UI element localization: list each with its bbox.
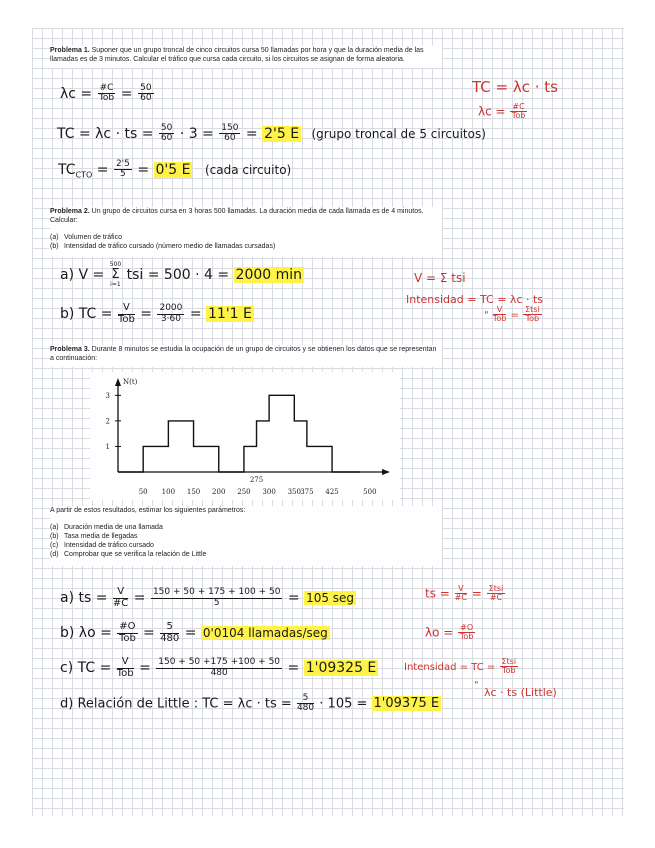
sol3-formula-ts: ts = $\frac{V}{\#C}$ = $\frac{\text{Σtsi}}{\#C}$ — [425, 584, 504, 603]
y-axis-arrow — [115, 378, 121, 386]
problem-3-title: Problema 3. — [50, 346, 90, 353]
y-tick-label: 2 — [105, 417, 110, 426]
y-tick-label: 3 — [105, 391, 110, 400]
sol1-l1-lhs: λc = — [60, 85, 93, 102]
sol2-line-a: a) V = 500 Σ i=1 tsi = 500 · 4 = 2000 min — [60, 261, 303, 288]
problem-3-option-a: (a) Duración media de una llamada — [50, 524, 163, 531]
sol3-line-d: d) Relación de Little : TC = λc · ts = $\frac{5}{480}$ · 105 = 1'09375 E — [60, 693, 440, 714]
sol3-line-b: b) λo = $\frac{\#O}{\text{Tob}}$ = $\frac{5}{480}$ = 0'0104 llamadas/seg — [60, 621, 328, 644]
sol1-l2-frac1: $\frac{50}{60}$ — [160, 123, 173, 144]
problem-3-parameters — [50, 506, 442, 566]
x-tick-label: 350 — [287, 488, 301, 496]
x-tick-label: 150 — [186, 488, 201, 496]
sol1-l1-frac2: $\frac{50}{60}$ — [140, 83, 152, 104]
sol3-result-b: 0'0104 llamadas/seg — [202, 626, 328, 640]
sol3-line-a: a) ts = $\frac{V}{\#C}$ = $\frac{150 + 50 + 175 + 100 + 50}{5}$ = 105 seg — [60, 586, 355, 609]
problem-2-option-b: (b) Intensidad de tráfico cursado (número medio de llamadas cursadas) — [50, 243, 276, 250]
sol2-line-b: b) TC = $\frac{V}{\text{Tob}}$ = $\frac{2000}{3\cdot 60}$ = 11'1 E — [60, 302, 252, 325]
sol1-result-1: 2'5 E — [264, 125, 300, 142]
sol2-result-a: 2000 min — [235, 267, 303, 284]
occupancy-step-line — [118, 395, 360, 472]
x-tick-label: 375 — [300, 488, 314, 496]
problem-3-after-text: A partir de estos resultados, estimar los siguientes parámetros: — [50, 507, 246, 514]
sol3-result-d: 1'09375 E — [373, 696, 440, 712]
y-tick-label: 1 — [105, 442, 110, 451]
x-tick-label: 250 — [237, 488, 251, 496]
sol3-formula-little: λc · ts (Little) — [484, 686, 557, 699]
problem-3-option-c: (c) Intensidad de tráfico cursado — [50, 542, 154, 549]
problem-2-title: Problema 2. — [50, 208, 90, 215]
problem-3-text: Durante 8 minutos se estudia la ocupación de un grupo de circuitos y se obtienen los datos que se representan a continuación: — [50, 346, 437, 362]
problem-3-option-d: (d) Comprobar que se verifica la relación de Little — [50, 551, 207, 558]
sol3-formula-quote: " — [474, 680, 479, 691]
y-axis-label: N(t) — [123, 378, 138, 386]
problem-3-option-b: (b) Tasa media de llegadas — [50, 533, 138, 540]
x-tick-label: 425 — [325, 488, 339, 496]
x-tick-label: 300 — [262, 488, 276, 496]
sol1-formula-lambda: λc = $\frac{\#C}{\text{Tob}}$ — [478, 102, 526, 121]
sol2-formula-intensity: Intensidad = TC = λc · ts — [406, 293, 544, 306]
problem-1-statement — [50, 46, 442, 68]
sol3-result-a: 105 seg — [306, 591, 355, 605]
x-tick-label-275: 275 — [249, 476, 264, 484]
x-tick-label: 500 — [363, 488, 377, 496]
sol1-l2-lhs: TC = λc · ts = — [57, 125, 154, 142]
sol1-note-1: (grupo troncal de 5 circuitos) — [311, 126, 486, 141]
sol3-line-c: c) TC = $\frac{V}{\text{Tob}}$ = $\frac{150 + 50 +175 +100 + 50}{480}$ = 1'09325 E — [60, 656, 377, 679]
problem-1-title: Problema 1. — [50, 47, 90, 54]
sol1-l2-frac2: $\frac{150}{60}$ — [221, 123, 239, 144]
x-axis-arrow — [382, 469, 390, 475]
sol1-formula-tc: TC = λc · ts — [472, 78, 558, 96]
sol3-formula-lambda: λo = $\frac{\#O}{\text{Tob}}$ — [425, 623, 474, 642]
problem-2-option-a: (a) Volumen de tráfico — [50, 234, 122, 241]
sol1-result-2: 0'5 E — [155, 161, 191, 178]
sol1-line2: TC = λc · ts = $\frac{50}{60}$ · 3 = $\frac{150}{60}$ = 2'5 E (grupo troncal de 5 circuitos) — [57, 123, 486, 144]
sol3-result-c: 1'09325 E — [305, 660, 377, 676]
x-tick-label: 50 — [138, 488, 148, 496]
sol2-result-b: 11'1 E — [208, 306, 252, 322]
sol2-formula-v: V = Σ tsi — [414, 271, 466, 285]
sol1-line3: $TC_{CTO}$ = $\frac{2'5}{5}$ = 0'5 E (cada circuito) — [58, 159, 292, 180]
problem-3-statement — [50, 345, 442, 367]
sol2-summation: 500 Σ i=1 — [109, 261, 122, 288]
problem-2-statement — [50, 207, 442, 257]
occupancy-chart — [90, 372, 400, 500]
sol1-l1-frac1: $\frac{\#C}{\text{Tob}}$ — [98, 83, 115, 104]
sol3-formula-intensity: Intensidad = TC = $\frac{\text{Σtsi}}{\text{Tob}}$ — [404, 657, 517, 676]
occupancy-chart-svg — [90, 372, 400, 500]
x-tick-label: 100 — [161, 488, 176, 496]
sol1-l3-frac: $\frac{2'5}{5}$ — [115, 159, 130, 180]
sol1-note-2: (cada circuito) — [204, 162, 292, 177]
sol2-formula-intensity-2: " $\frac{V}{\text{Tob}}$ = $\frac{\text{Σtsi}}{\text{Tob}}$ — [484, 305, 540, 324]
sol1-line1: λc = $\frac{\#C}{\text{Tob}}$ = $\frac{50}{60}$ — [60, 83, 152, 104]
x-tick-label: 200 — [212, 488, 226, 496]
problem-2-text: Un grupo de circuitos cursa en 3 horas 500 llamadas. La duración media de cada llamada es de 4 minutos. Calcular: — [50, 208, 424, 224]
problem-1-text: Suponer que un grupo troncal de cinco circuitos cursa 50 llamadas por hora y que la duración media de las llamadas es de 3 minutos. Calcular el tráfico que cursa cada circuito, si los circuitos se asignan de forma aleatoria. — [50, 47, 424, 63]
